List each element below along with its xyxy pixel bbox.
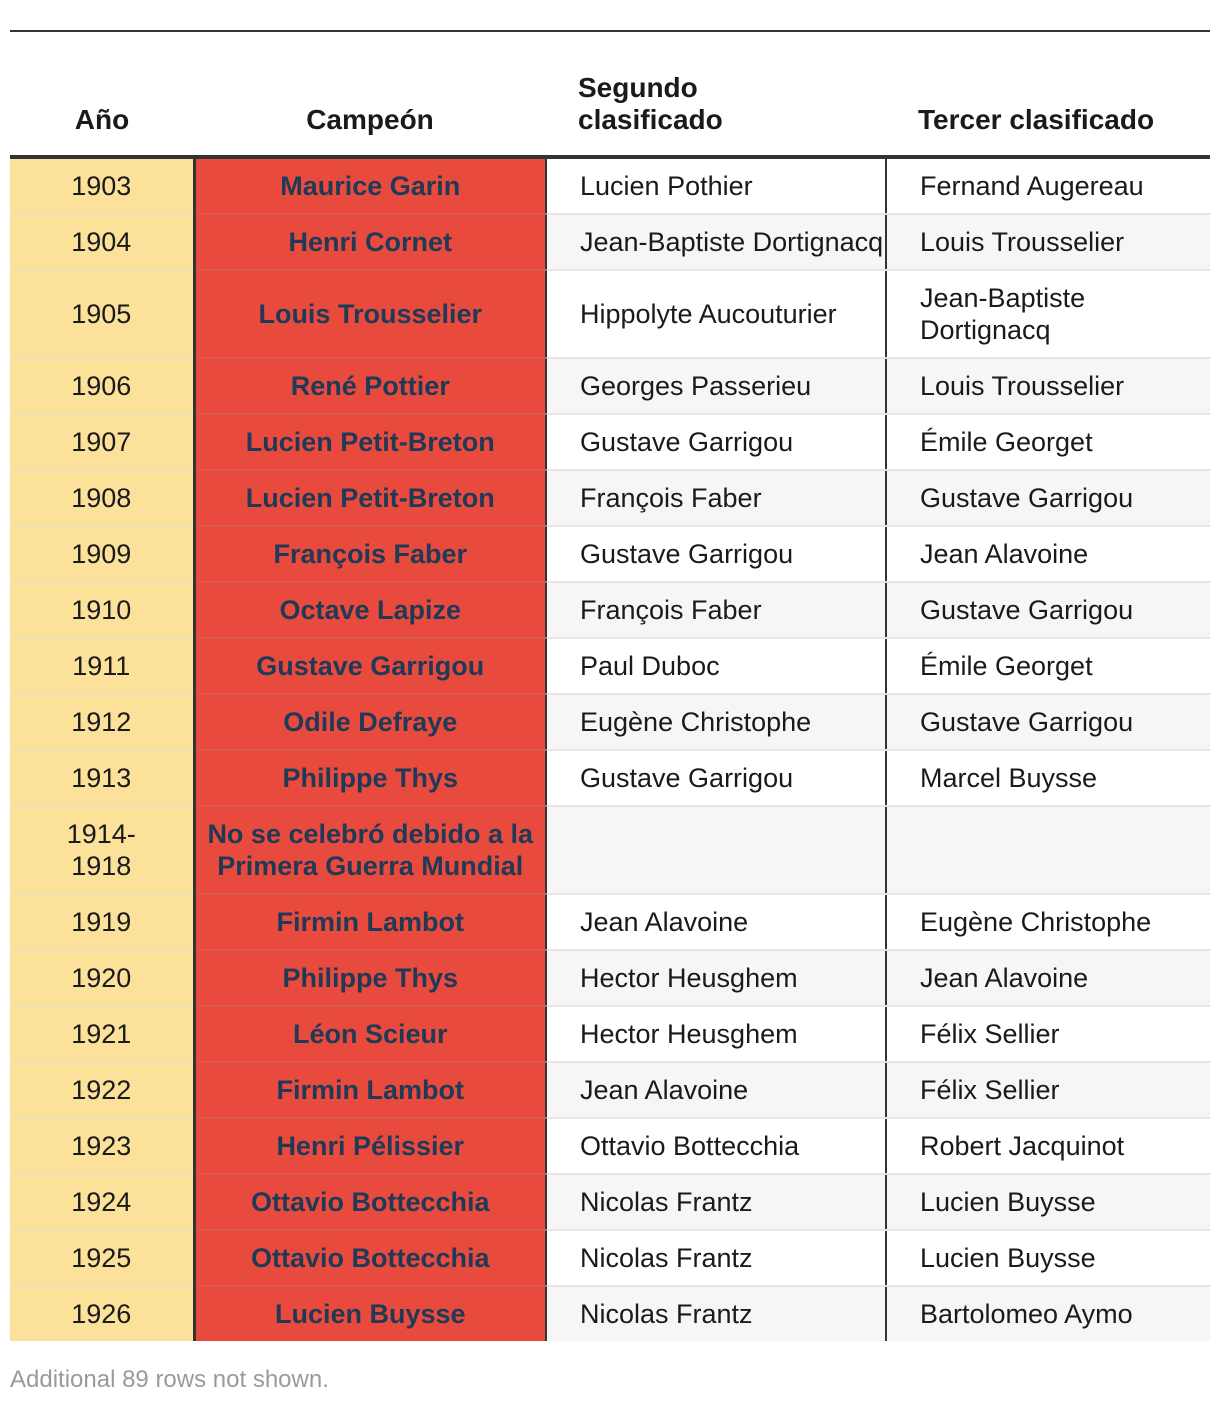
footer-note: Additional 89 rows not shown. <box>10 1366 329 1393</box>
cell-second: Nicolas Frantz <box>546 1174 886 1230</box>
cell-second <box>546 806 886 894</box>
table-row <box>10 1230 1210 1286</box>
cell-year: 1913 <box>10 750 194 806</box>
cell-second: Georges Passerieu <box>546 358 886 414</box>
results-table <box>10 32 1210 1341</box>
table-row <box>10 270 1210 358</box>
cell-year: 1922 <box>10 1062 194 1118</box>
cell-champion: Henri Pélissier <box>194 1118 546 1174</box>
cell-second: Eugène Christophe <box>546 694 886 750</box>
header-row <box>10 32 1210 157</box>
table-row <box>10 582 1210 638</box>
cell-second: Jean Alavoine <box>546 1062 886 1118</box>
data-table-container <box>10 30 1210 1341</box>
cell-champion: Henri Cornet <box>194 214 546 270</box>
cell-third: Lucien Buysse <box>886 1230 1210 1286</box>
cell-second: François Faber <box>546 470 886 526</box>
cell-third: Eugène Christophe <box>886 894 1210 950</box>
cell-second: Jean-Baptiste Dortignacq <box>546 214 886 270</box>
cell-champion: Firmin Lambot <box>194 894 546 950</box>
cell-second: Hippolyte Aucouturier <box>546 270 886 358</box>
cell-year: 1905 <box>10 270 194 358</box>
cell-third: Marcel Buysse <box>886 750 1210 806</box>
table-row <box>10 470 1210 526</box>
cell-second: Lucien Pothier <box>546 157 886 214</box>
cell-champion: Firmin Lambot <box>194 1062 546 1118</box>
cell-champion: Lucien Petit-Breton <box>194 414 546 470</box>
table-row <box>10 214 1210 270</box>
column-header-second <box>546 32 886 157</box>
cell-champion: Octave Lapize <box>194 582 546 638</box>
cell-year: 1906 <box>10 358 194 414</box>
cell-champion: Louis Trousselier <box>194 270 546 358</box>
cell-year: 1910 <box>10 582 194 638</box>
cell-third: Bartolomeo Aymo <box>886 1286 1210 1341</box>
cell-year: 1921 <box>10 1006 194 1062</box>
table-row <box>10 1006 1210 1062</box>
cell-year <box>10 806 194 894</box>
cell-champion: Lucien Petit-Breton <box>194 470 546 526</box>
cell-year: 1920 <box>10 950 194 1006</box>
table-row <box>10 526 1210 582</box>
cell-second: Gustave Garrigou <box>546 526 886 582</box>
cell-year: 1907 <box>10 414 194 470</box>
cell-year: 1919 <box>10 894 194 950</box>
table-body <box>10 157 1210 1341</box>
column-header-third: Tercer clasificado <box>886 32 1210 157</box>
cell-third: Jean Alavoine <box>886 950 1210 1006</box>
cell-third: Émile Georget <box>886 414 1210 470</box>
cell-third: Louis Trousselier <box>886 214 1210 270</box>
cell-third: Jean-Baptiste Dortignacq <box>886 270 1210 358</box>
cell-year: 1904 <box>10 214 194 270</box>
cell-year: 1908 <box>10 470 194 526</box>
cell-second: Nicolas Frantz <box>546 1286 886 1341</box>
table-row <box>10 950 1210 1006</box>
table-row <box>10 894 1210 950</box>
cell-champion: Philippe Thys <box>194 750 546 806</box>
column-header-second-text: Segundo clasificado <box>578 72 723 135</box>
year-range-end: 1918 <box>71 851 132 881</box>
cell-third: Gustave Garrigou <box>886 470 1210 526</box>
cell-second: Paul Duboc <box>546 638 886 694</box>
cell-third: Louis Trousselier <box>886 358 1210 414</box>
table-row <box>10 1062 1210 1118</box>
cell-second: Nicolas Frantz <box>546 1230 886 1286</box>
table-row <box>10 414 1210 470</box>
cell-champion: Léon Scieur <box>194 1006 546 1062</box>
table-row <box>10 806 1210 894</box>
cell-champion: Maurice Garin <box>194 157 546 214</box>
cell-second: Hector Heusghem <box>546 950 886 1006</box>
cell-year: 1903 <box>10 157 194 214</box>
cell-second: Ottavio Bottecchia <box>546 1118 886 1174</box>
cell-year: 1909 <box>10 526 194 582</box>
cell-champion: Ottavio Bottecchia <box>194 1174 546 1230</box>
cell-second: Gustave Garrigou <box>546 750 886 806</box>
cell-third: Fernand Augereau <box>886 157 1210 214</box>
table-row <box>10 638 1210 694</box>
cell-third: Félix Sellier <box>886 1006 1210 1062</box>
cell-year: 1925 <box>10 1230 194 1286</box>
table-row <box>10 1286 1210 1341</box>
cell-champion: Lucien Buysse <box>194 1286 546 1341</box>
cell-champion: Ottavio Bottecchia <box>194 1230 546 1286</box>
cell-year: 1926 <box>10 1286 194 1341</box>
table-row <box>10 358 1210 414</box>
cell-third: Lucien Buysse <box>886 1174 1210 1230</box>
cell-champion: Odile Defraye <box>194 694 546 750</box>
table-row <box>10 750 1210 806</box>
cell-third: Jean Alavoine <box>886 526 1210 582</box>
cell-third: Félix Sellier <box>886 1062 1210 1118</box>
year-range-start: 1914- <box>66 819 136 849</box>
cell-third: Robert Jacquinot <box>886 1118 1210 1174</box>
cell-champion: Philippe Thys <box>194 950 546 1006</box>
cell-third: Gustave Garrigou <box>886 694 1210 750</box>
cell-third: Émile Georget <box>886 638 1210 694</box>
table-row <box>10 1118 1210 1174</box>
cell-third: Gustave Garrigou <box>886 582 1210 638</box>
cell-year: 1923 <box>10 1118 194 1174</box>
table-row <box>10 694 1210 750</box>
cell-second: François Faber <box>546 582 886 638</box>
column-header-year: Año <box>10 32 194 157</box>
cell-second: Hector Heusghem <box>546 1006 886 1062</box>
cell-champion: François Faber <box>194 526 546 582</box>
cell-champion: Gustave Garrigou <box>194 638 546 694</box>
cell-champion: No se celebró debido a la Primera Guerra Mundial <box>194 806 546 894</box>
cell-year: 1911 <box>10 638 194 694</box>
column-header-champion: Campeón <box>194 32 546 157</box>
cell-year: 1924 <box>10 1174 194 1230</box>
cell-second: Jean Alavoine <box>546 894 886 950</box>
cell-third <box>886 806 1210 894</box>
table-row <box>10 1174 1210 1230</box>
cell-second: Gustave Garrigou <box>546 414 886 470</box>
cell-year: 1912 <box>10 694 194 750</box>
cell-champion: René Pottier <box>194 358 546 414</box>
table-row <box>10 157 1210 214</box>
